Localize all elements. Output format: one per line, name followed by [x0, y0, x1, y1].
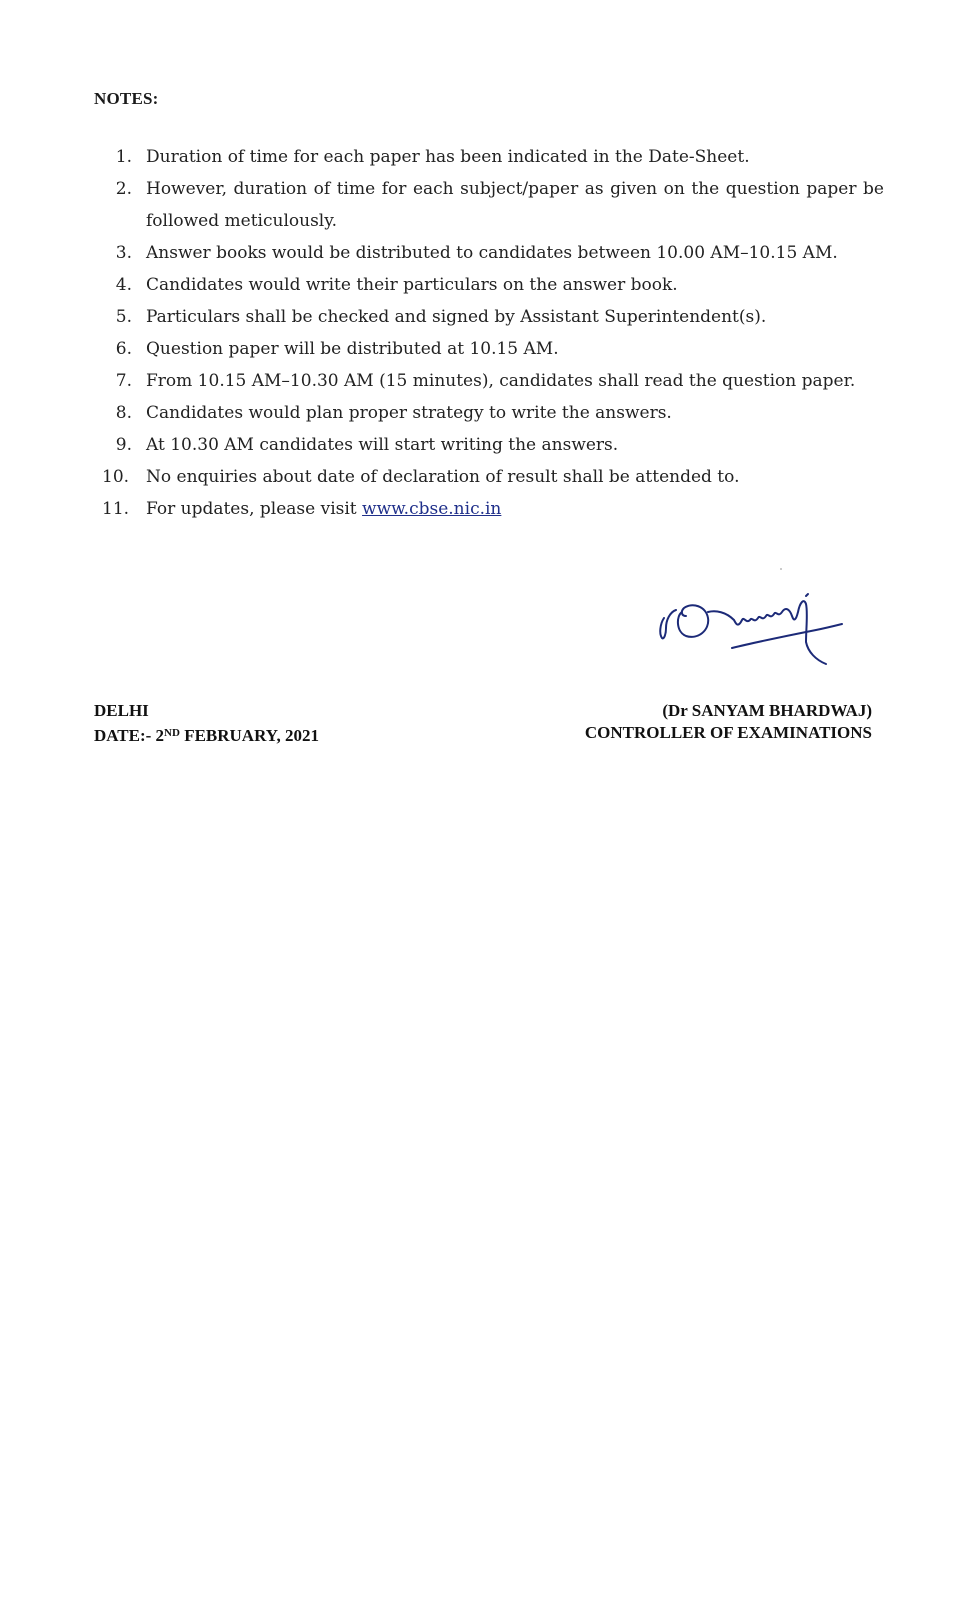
note-text: At 10.30 AM candidates will start writing the answers.: [146, 435, 619, 455]
note-item: [94, 173, 884, 237]
note-item: [94, 237, 884, 269]
scan-speck: [780, 568, 782, 570]
date-rest: FEBRUARY, 2021: [179, 726, 319, 745]
note-text: Duration of time for each paper has been indicated in the Date-Sheet.: [146, 147, 750, 167]
place-label: DELHI: [94, 701, 149, 720]
note-text: [146, 493, 884, 525]
note-item: [94, 397, 884, 429]
note-number: 7.: [115, 371, 132, 391]
note-text-prefix: For updates, please visit: [146, 499, 363, 519]
cbse-website-link[interactable]: www.cbse.nic.in: [362, 499, 502, 519]
note-number: 10.: [102, 467, 130, 487]
note-number: 2.: [115, 179, 132, 199]
note-text: Answer books would be distributed to candidates between 10.00 AM–10.15 AM.: [146, 243, 838, 263]
note-number: 4.: [115, 275, 132, 295]
signatory-name: (Dr SANYAM BHARDWAJ): [662, 701, 872, 720]
date-label: [94, 722, 319, 747]
note-item: [94, 365, 884, 397]
note-item: [94, 461, 884, 493]
note-number: 1.: [115, 147, 132, 167]
note-text: Candidates would plan proper strategy to write the answers.: [146, 403, 672, 423]
date-prefix: DATE:- 2: [94, 726, 165, 745]
footer-signatory: [585, 700, 872, 744]
note-item: [94, 301, 884, 333]
footer-place-date: [94, 700, 319, 747]
note-text: No enquiries about date of declaration of result shall be attended to.: [146, 467, 740, 487]
note-number: 8.: [115, 403, 132, 423]
note-number: 3.: [115, 243, 132, 263]
note-text: Candidates would write their particulars on the answer book.: [146, 275, 678, 295]
note-item: [94, 493, 884, 525]
notes-list: [94, 141, 884, 525]
note-number: 11.: [102, 499, 130, 519]
note-item: [94, 269, 884, 301]
signatory-title: CONTROLLER OF EXAMINATIONS: [584, 723, 872, 742]
note-number: 5.: [115, 307, 132, 327]
note-text: However, duration of time for each subject/paper as given on the question paper be followed meticulously.: [146, 179, 884, 231]
note-number: 6.: [115, 339, 132, 359]
notes-heading: NOTES:: [94, 89, 159, 108]
note-item: [94, 141, 884, 173]
note-item: [94, 333, 884, 365]
note-item: [94, 429, 884, 461]
signature-image: [656, 590, 856, 680]
note-number: 9.: [115, 435, 132, 455]
note-text: Question paper will be distributed at 10.15 AM.: [146, 339, 559, 359]
note-text: Particulars shall be checked and signed by Assistant Superintendent(s).: [146, 307, 767, 327]
date-ordinal-suffix: ND: [164, 727, 180, 739]
note-text: From 10.15 AM–10.30 AM (15 minutes), candidates shall read the question paper.: [146, 371, 856, 391]
